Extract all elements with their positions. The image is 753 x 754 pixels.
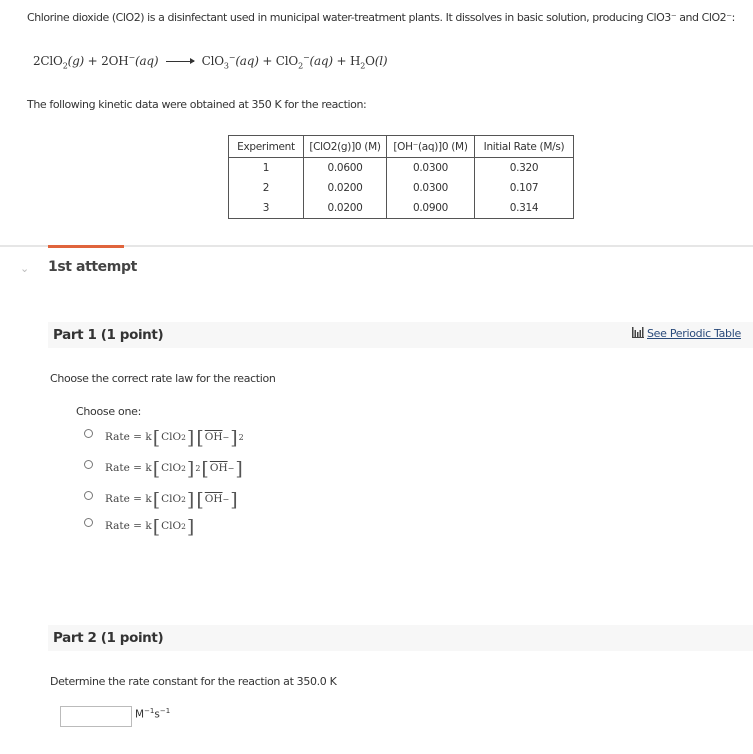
rate-law-option-1[interactable]: Rate = k [ ClO 2 ] [ OH − ] 2 (84, 426, 244, 448)
radio-button[interactable] (84, 429, 93, 438)
radio-button[interactable] (84, 491, 93, 500)
periodic-table-link[interactable]: See Periodic Table (632, 327, 741, 340)
rate-law-option-2[interactable]: Rate = k [ ClO 2 ] 2 [ OH − ] (84, 457, 244, 479)
table-header: [ClO2(g)]0 (M) (304, 136, 387, 158)
reaction-arrow (166, 61, 194, 62)
table-row: 1 0.0600 0.0300 0.320 (229, 158, 574, 179)
part2-prompt: Determine the rate constant for the reaction at 350.0 K (50, 675, 337, 688)
question-intro: Chlorine dioxide (ClO2) is a disinfectant used in municipal water-treatment plants. It dissolves in basic solution, producing ClO3⁻ and ClO2⁻: (27, 11, 735, 24)
part2-title: Part 2 (1 point) (53, 630, 164, 646)
choose-one-label: Choose one: (76, 405, 141, 418)
attempt-label[interactable]: 1st attempt (48, 259, 137, 275)
kinetic-data-text: The following kinetic data were obtained at 350 K for the reaction: (27, 98, 367, 111)
radio-button[interactable] (84, 460, 93, 469)
chevron-down-icon[interactable]: ⌄ (20, 262, 30, 275)
rate-law-option-4[interactable]: Rate = k [ ClO 2 ] (84, 515, 195, 537)
radio-button[interactable] (84, 518, 93, 527)
kinetic-data-table (228, 135, 574, 219)
rate-law-option-3[interactable]: Rate = k [ ClO 2 ] [ OH − ] (84, 488, 239, 510)
table-row: 2 0.0200 0.0300 0.107 (229, 178, 574, 198)
table-header: [OH⁻(aq)]0 (M) (387, 136, 475, 158)
table-row: 3 0.0200 0.0900 0.314 (229, 198, 574, 219)
part1-title: Part 1 (1 point) (53, 327, 164, 343)
attempt-tab-indicator (48, 245, 124, 248)
periodic-table-icon (632, 327, 644, 338)
rate-constant-unit: $M^{-1}s^{-1}$ (135, 707, 171, 721)
table-header: Experiment (229, 136, 304, 158)
rate-constant-input[interactable] (60, 706, 132, 727)
table-header: Initial Rate (M/s) (475, 136, 574, 158)
reaction-equation: 2ClO$_2$(g) + 2OH−(aq) $ClO_3^-(aq) + ClO_2^-(aq) + H_2O(l)$ (33, 53, 388, 71)
part1-prompt: Choose the correct rate law for the reaction (50, 372, 276, 385)
